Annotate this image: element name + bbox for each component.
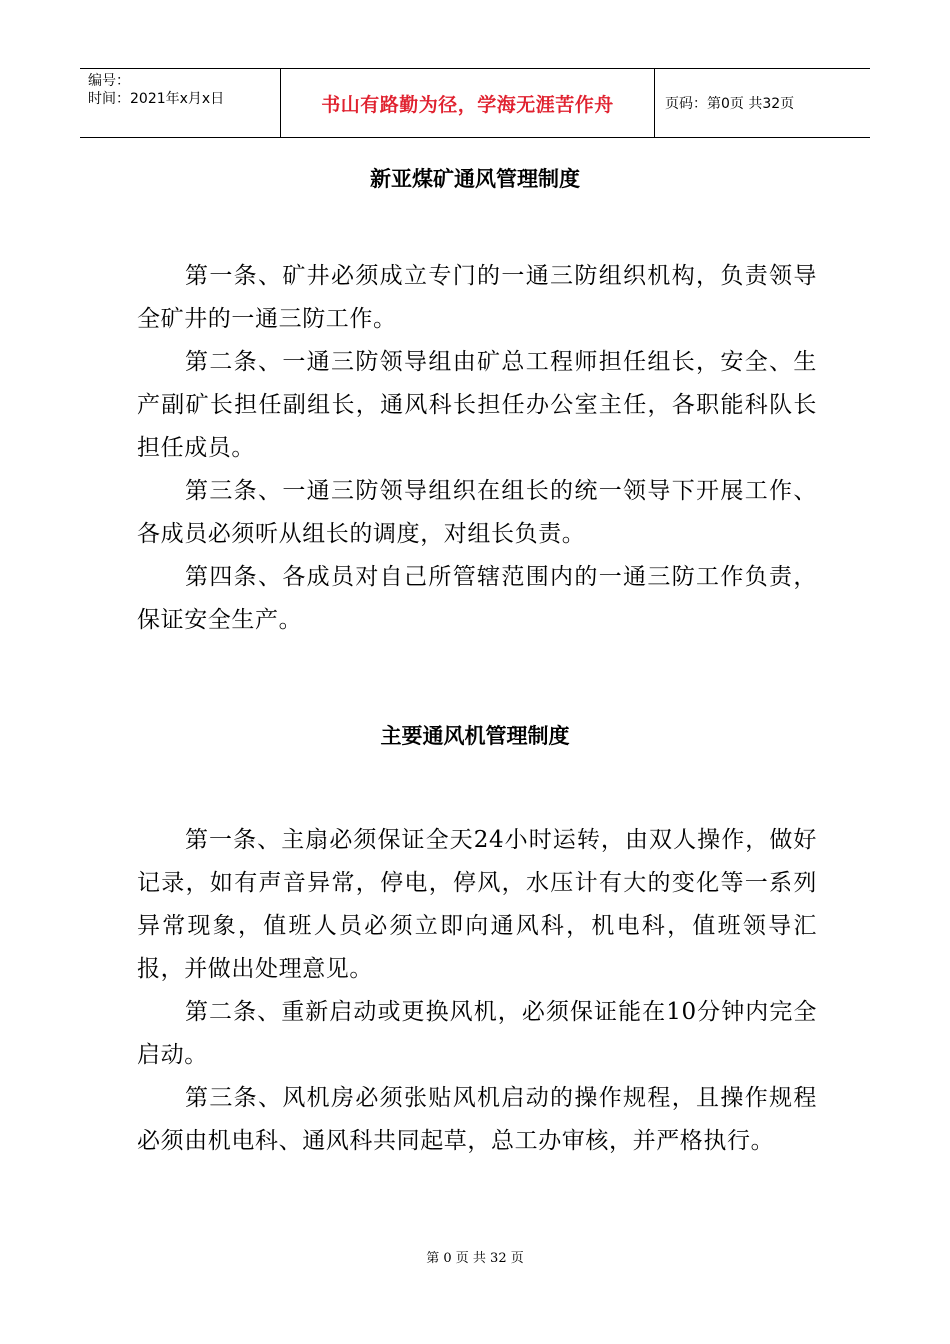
section2-paragraph-3: 第三条、风机房必须张贴风机启动的操作规程，且操作规程必须由机电科、通风科共同起草，总工办审核，并严格执行。 [137,1085,817,1154]
header-page-info: 页码：第0页 共32页 [665,96,795,112]
section2-paragraph-1: 第一条、主扇必须保证全天24小时运转，由双人操作，做好记录，如有声音异常，停电，停风，水压计有大的变化等一系列异常现象，值班人员必须立即向通风科，机电科，值班领导汇报，并做出处理意见。 [137,827,817,982]
header-motto: 书山有路勤为径，学海无涯苦作舟 [281,69,655,137]
section2-title: 主要通风机管理制度 [380,724,570,748]
header-meta [80,69,281,137]
serial-number-label: 编号： [88,73,130,89]
section2-paragraph-2: 第二条、重新启动或更换风机，必须保证能在10分钟内完全启动。 [137,999,817,1068]
header-table [80,68,870,138]
section1-title: 新亚煤矿通风管理制度 [370,167,580,191]
section1-paragraph-2: 第二条、一通三防领导组由矿总工程师担任组长，安全、生产副矿长担任副组长，通风科长担任办公室主任，各职能科队长担任成员。 [137,349,817,461]
date-label: 时间：2021年x月x日 [88,91,225,107]
page-footer: 第 0 页 共 32 页 [426,1251,524,1266]
section1-paragraph-3: 第三条、一通三防领导组织在组长的统一领导下开展工作、各成员必须听从组长的调度，对组长负责。 [137,478,817,547]
section1-paragraph-1: 第一条、矿井必须成立专门的一通三防组织机构，负责领导全矿井的一通三防工作。 [137,263,817,332]
section1-paragraph-4: 第四条、各成员对自己所管辖范围内的一通三防工作负责，保证安全生产。 [137,564,817,633]
